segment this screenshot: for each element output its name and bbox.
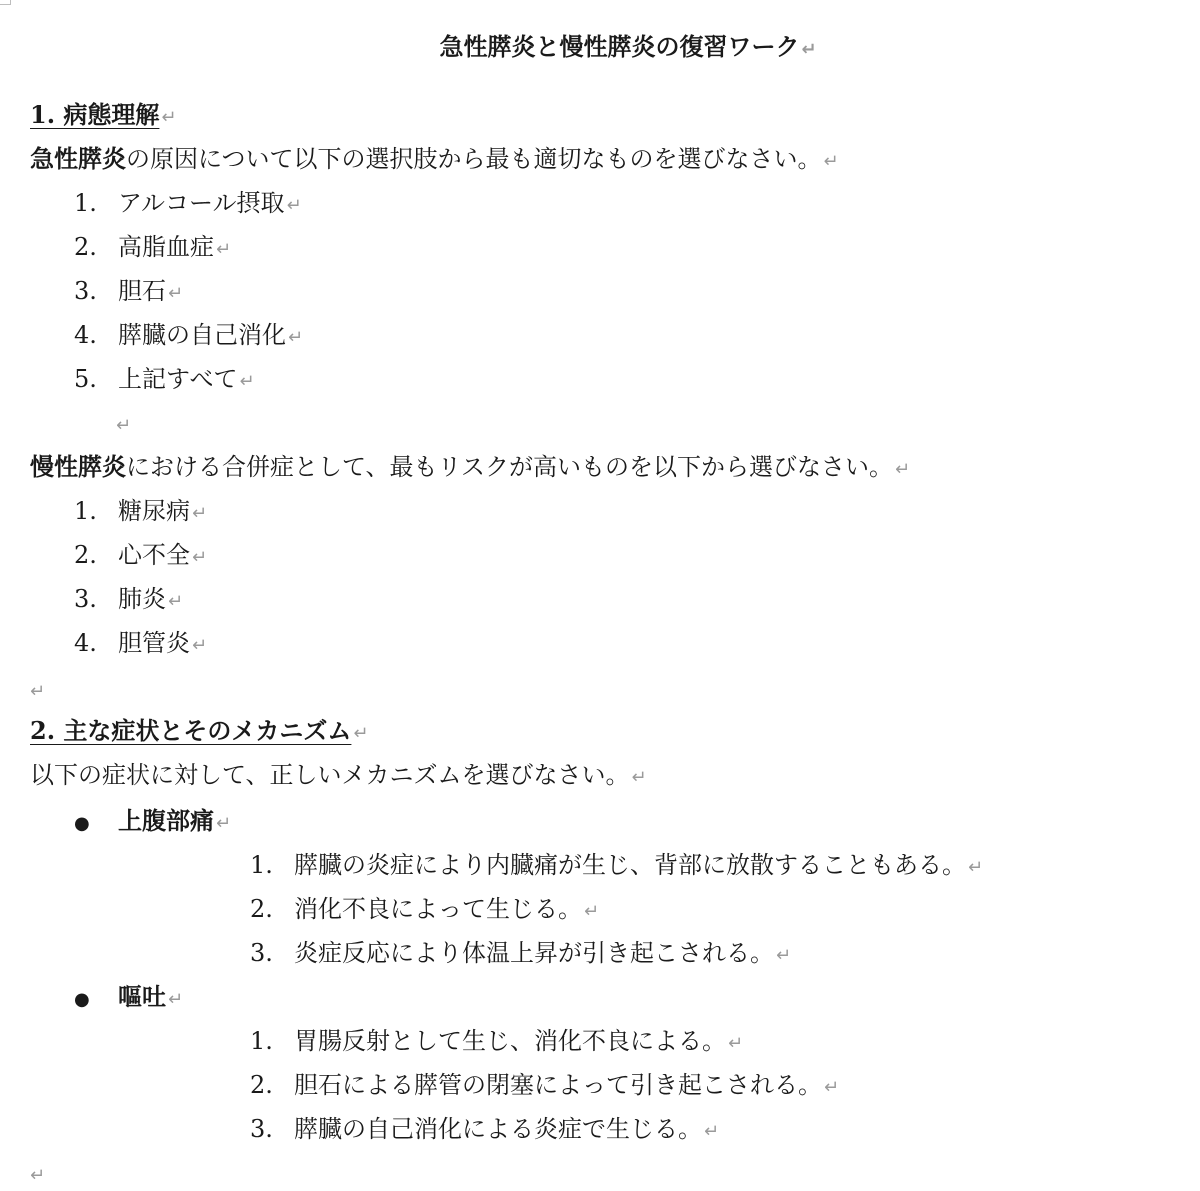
list-item: 4. 胆管炎 ↵ (74, 629, 208, 657)
symptom-item: ● 上腹部痛 ↵ (74, 806, 231, 839)
paragraph-mark-icon: ↵ (168, 283, 184, 304)
symptom-item: ● 嘔吐 ↵ (74, 982, 183, 1015)
question-1: 急性膵炎の原因について以下の選択肢から最も適切なものを選びなさい。 ↵ (30, 144, 839, 173)
paragraph-mark-icon: ↵ (776, 945, 792, 966)
paragraph-mark-icon: ↵ (584, 901, 600, 922)
empty-paragraph (114, 408, 131, 441)
paragraph-mark-icon: ↵ (30, 1165, 46, 1186)
paragraph-mark-icon: ↵ (704, 1121, 720, 1142)
list-item: 1. 糖尿病 ↵ (74, 497, 208, 525)
paragraph-mark-icon: ↵ (353, 723, 369, 744)
empty-paragraph (28, 1158, 45, 1191)
list-item: 3. 肺炎 ↵ (74, 585, 184, 613)
list-item: 2. 胆石による膵管の閉塞によって引き起こされる。 ↵ (250, 1071, 840, 1099)
paragraph-mark-icon: ↵ (216, 813, 232, 834)
list-item: 4. 膵臓の自己消化 ↵ (74, 321, 304, 349)
bullet-icon: ● (74, 813, 90, 834)
list-item: 2. 高脂血症 ↵ (74, 233, 232, 261)
list-item: 5. 上記すべて ↵ (74, 365, 255, 393)
page-corner-mark (0, 0, 11, 5)
list-item: 3. 胆石 ↵ (74, 277, 184, 305)
list-item: 1. アルコール摂取 ↵ (74, 189, 302, 217)
paragraph-mark-icon: ↵ (288, 327, 304, 348)
list-item: 3. 膵臓の自己消化による炎症で生じる。 ↵ (250, 1115, 720, 1143)
paragraph-mark-icon: ↵ (30, 681, 46, 702)
list-item: 3. 炎症反応により体温上昇が引き起こされる。 ↵ (250, 939, 792, 967)
document-title: 急性膵炎と慢性膵炎の復習ワーク ↵ (439, 32, 817, 61)
paragraph-mark-icon: ↵ (216, 239, 232, 260)
section-1-heading: 1. 病態理解 ↵ (30, 100, 177, 129)
paragraph-mark-icon: ↵ (823, 151, 839, 172)
paragraph-mark-icon: ↵ (801, 39, 817, 60)
empty-paragraph (28, 674, 45, 707)
list-item: 2. 消化不良によって生じる。 ↵ (250, 895, 600, 923)
list-item: 1. 膵臓の炎症により内臓痛が生じ、背部に放散することもある。 ↵ (250, 851, 984, 879)
section-2-intro: 以下の症状に対して、正しいメカニズムを選びなさい。 ↵ (30, 761, 647, 789)
paragraph-mark-icon: ↵ (895, 459, 911, 480)
paragraph-mark-icon: ↵ (168, 591, 184, 612)
bullet-icon: ● (74, 989, 90, 1010)
paragraph-mark-icon: ↵ (192, 635, 208, 656)
paragraph-mark-icon: ↵ (824, 1077, 840, 1098)
paragraph-mark-icon: ↵ (631, 767, 647, 788)
paragraph-mark-icon: ↵ (168, 989, 184, 1010)
paragraph-mark-icon: ↵ (161, 107, 177, 128)
list-item: 2. 心不全 ↵ (74, 541, 208, 569)
question-2: 慢性膵炎における合併症として、最もリスクが高いものを以下から選びなさい。 ↵ (30, 452, 911, 481)
paragraph-mark-icon: ↵ (286, 195, 302, 216)
paragraph-mark-icon: ↵ (116, 415, 132, 436)
paragraph-mark-icon: ↵ (192, 547, 208, 568)
paragraph-mark-icon: ↵ (239, 371, 255, 392)
list-item: 1. 胃腸反射として生じ、消化不良による。 ↵ (250, 1027, 744, 1055)
paragraph-mark-icon: ↵ (192, 503, 208, 524)
paragraph-mark-icon: ↵ (728, 1033, 744, 1054)
paragraph-mark-icon: ↵ (968, 857, 984, 878)
section-2-heading: 2. 主な症状とそのメカニズム ↵ (30, 716, 369, 745)
